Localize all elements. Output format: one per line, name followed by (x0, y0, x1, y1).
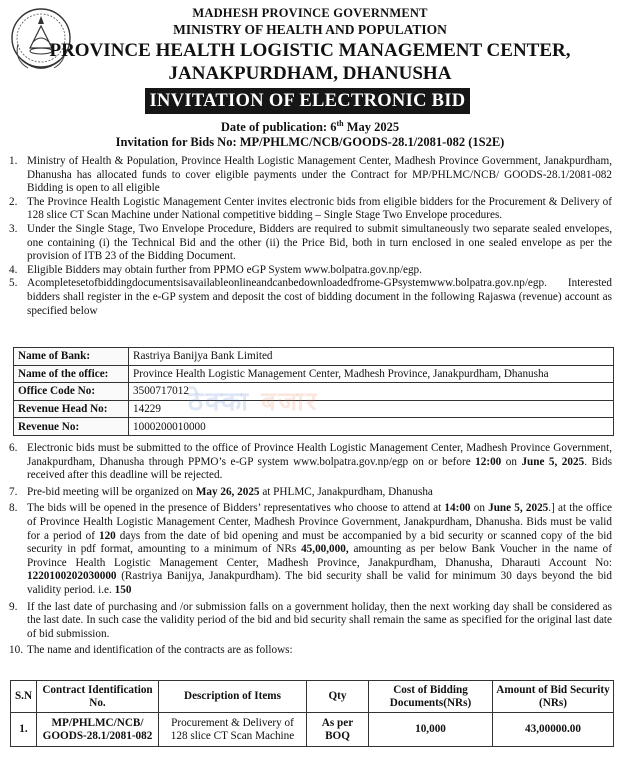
bank-field-value: Rastriya Banijya Bank Limited (129, 348, 614, 366)
clause-7: 7. Pre-bid meeting will be organized on May 26, 2025 at PHLMC, Janakpurdham, Dhanusha (9, 485, 433, 498)
bank-details-table (13, 347, 614, 436)
clause-8: 8. The bids will be opened in the presence of Bidders’ representatives who choose to attend at 14:00 on June 5, 2025.] at the office of Province Health Logistic Management Center, Madhesh Province Government, Janakpurdham, Dhanusha. Bids must be valid for a period of 120 days from the date of bid opening and must be accompanied by a bid security or scanned copy of the bid security in pdf format, amounting to a minimum of NRs 45,00,000, amounting as per below Bank Voucher in the name of Province Health Logistic Management Center, Madhesh Province, Janakpurdham, Dhanusha, Dharauti Account No: 1220100202030000 (Rastriya Banijya, Janakpurdham). The bid security shall be valid for minimum 30 days beyond the bid validity period. i.e. 150 (9, 502, 612, 596)
clause-6: 6. Electronic bids must be submitted to the office of Province Health Logistic Management Center, Madhesh Province Government, Janakpurdham, Dhanusha through PPMO’s e-GP system www.bolpatra.gov.np/egp on or before 12:00 on June 5, 2025. Bids received after this deadline will be rejected. (9, 442, 612, 482)
bank-row (14, 348, 614, 366)
col-cost: Cost of Bidding Documents(NRs) (369, 681, 493, 713)
document-header (0, 0, 620, 112)
invitation-number: Invitation for Bids No: MP/PHLMC/NCB/GOODS-28.1/2081-082 (1S2E) (115, 135, 505, 149)
col-qty: Qty (307, 681, 369, 713)
cell-sn: 1. (11, 713, 37, 747)
bank-field-value: 1000200010000 (129, 418, 614, 436)
contracts-header-row (11, 681, 614, 713)
cell-security: 43,00000.00 (493, 713, 614, 747)
bank-field-label: Revenue No: (14, 418, 129, 436)
ministry-name: MINISTRY OF HEALTH AND POPULATION (173, 22, 447, 37)
bank-field-value: 3500717012 (129, 383, 614, 401)
clause-9: 9. If the last date of purchasing and /or submission falls on a government holiday, then the next working day shall be considered as the last date. In such case the validity period of the bid and bid security shall remain the same as specified for the original last date of bid submission. (9, 600, 612, 640)
bank-field-label: Name of the office: (14, 365, 129, 383)
center-name: PROVINCE HEALTH LOGISTIC MANAGEMENT CENTER, (49, 40, 571, 61)
clause-2: 2. The Province Health Logistic Management Center invites electronic bids from eligible bidders for the Procurement & Delivery of 128 slice CT Scan Machine under National competitive bidding – Single Stage Two Envelope procedures. (9, 195, 612, 222)
clause-4: 4. Eligible Bidders may obtain further from PPMO eGP System www.bolpatra.gov.np/egp. (9, 263, 422, 276)
government-name: MADHESH PROVINCE GOVERNMENT (192, 6, 428, 20)
bank-field-label: Revenue Head No: (14, 400, 129, 418)
bank-row (14, 400, 614, 418)
clause-1: 1. Ministry of Health & Population, Province Health Logistic Management Center, Madhesh Province Government, Janakpurdham, Dhanusha has allocated funds to cover eligible payments under the Contract for MP/PHLMC/NCB/ GOODS-28.1/2081-082 Bidding is open to all eligible (9, 155, 612, 195)
cell-contract-id: MP/PHLMC/NCB/ GOODS-28.1/2081-082 (37, 713, 159, 747)
bank-field-value: Province Health Logistic Management Center, Madhesh Province, Janakpurdham, Dhanusha (129, 365, 614, 383)
bank-row (14, 383, 614, 401)
col-security: Amount of Bid Security (NRs) (493, 681, 614, 713)
clauses-list-1-5 (6, 155, 612, 318)
watermark: ठेक्का बजार (188, 387, 319, 417)
clause-10: 10. The name and identification of the contracts are as follows: (9, 644, 293, 657)
bank-field-label: Office Code No: (14, 383, 129, 401)
col-sn: S.N (11, 681, 37, 713)
publication-date: Date of publication: 6th May 2025 (220, 119, 400, 135)
center-location: JANAKPURDHAM, DHANUSHA (168, 63, 452, 84)
clauses-list-6-10 (6, 442, 612, 658)
col-contract-id: Contract Identification No. (37, 681, 159, 713)
clause-5: 5. Acompletesetofbiddingdocumentsisavailableonlineandcanbedownloadedfrome-GPsystemwww.bolpatra.gov.np/egp. Interested bidders shall register in the e-GP system and deposit the cost of bidding document in the following Rajaswa (revenue) account as specified below (9, 277, 612, 317)
contracts-table (10, 680, 614, 747)
cell-cost: 10,000 (369, 713, 493, 747)
col-description: Description of Items (159, 681, 307, 713)
cell-qty: As per BOQ (307, 713, 369, 747)
bank-row (14, 418, 614, 436)
clause-3: 3. Under the Single Stage, Two Envelope Procedure, Bidders are required to submit simultaneously two separate sealed envelopes, one containing (i) the Technical Bid and the other (ii) the Price Bid, both in turn enclosed in one sealed envelope as per the provision of ITB 23 of the Bidding Document. (9, 222, 612, 263)
notice-title-banner: INVITATION OF ELECTRONIC BID (145, 88, 470, 114)
cell-description: Procurement & Delivery of 128 slice CT Scan Machine (159, 713, 307, 747)
bank-field-label: Name of Bank: (14, 348, 129, 366)
bank-field-value: 14229 (129, 400, 614, 418)
bank-row (14, 365, 614, 383)
table-row (11, 713, 614, 747)
